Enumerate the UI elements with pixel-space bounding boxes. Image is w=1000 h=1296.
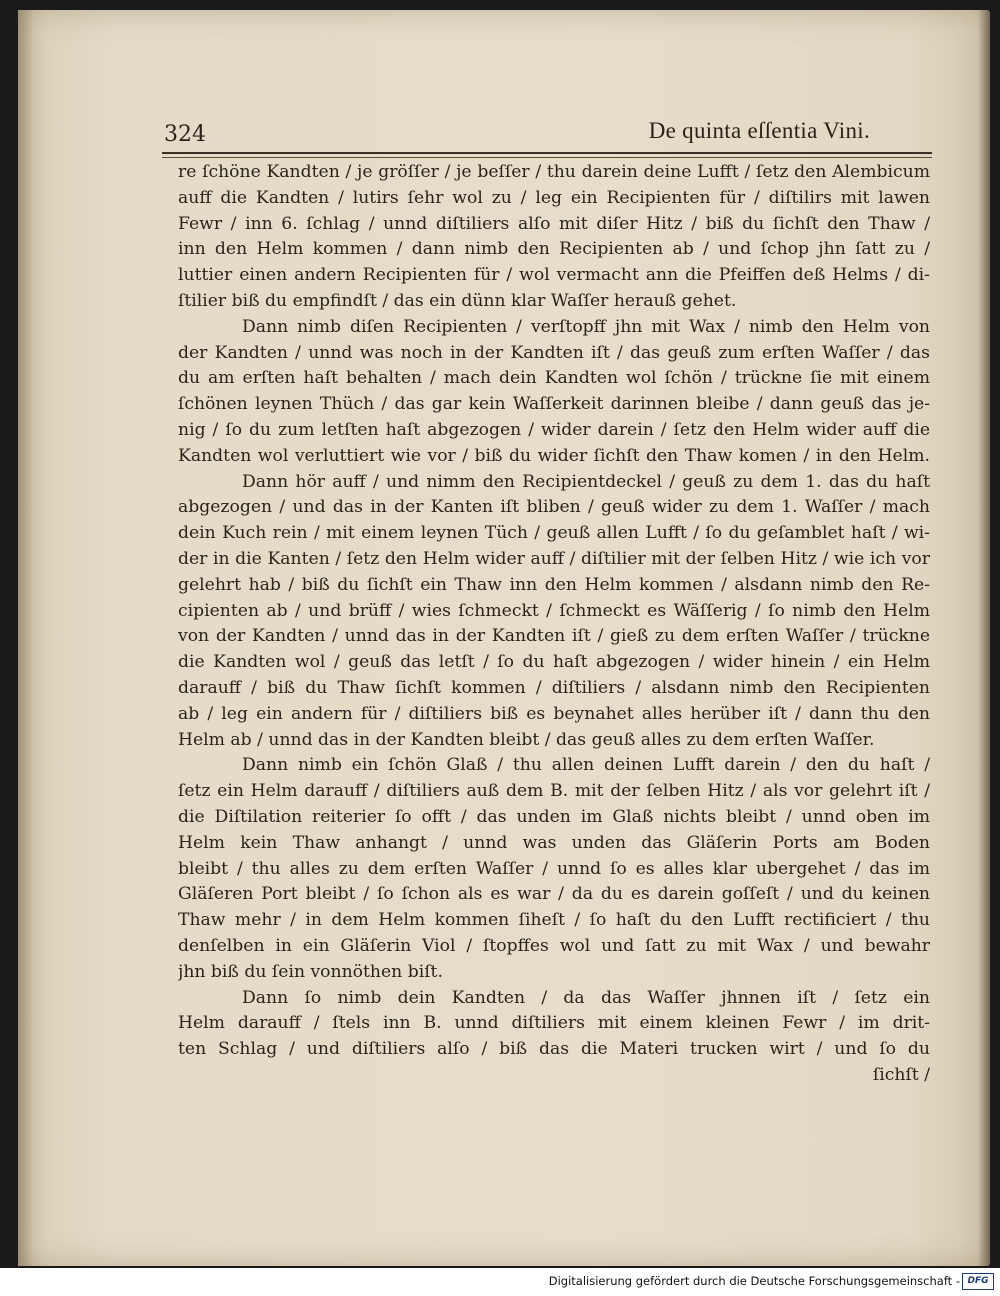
text-line: dein Kuch rein / mit einem leynen Tüch / geuß allen Lufft / ſo du geſamblet haſt / wi- xyxy=(178,523,930,544)
catchword: ſichſt / xyxy=(872,1064,930,1085)
page-header xyxy=(160,108,930,152)
text-line: die Kandten wol / geuß das letſt / ſo du haſt abgezogen / wider hinein / ein Helm xyxy=(178,652,930,673)
text-line: Gläſeren Port bleibt / ſo ſchon als es war / da du es darein goſſeſt / und du keinen xyxy=(178,884,930,905)
text-line: ab / leg ein andern für / diſtiliers biß es beynahet alles herüber iſt / dann thu den xyxy=(178,703,930,724)
funding-credit: Digitalisierung gefördert durch die Deutsche Forschungsgemeinschaft - xyxy=(548,1274,960,1288)
text-line: luttier einen andern Recipienten für / wol vermacht ann die Pfeiffen deß Helms / di- xyxy=(178,265,930,286)
text-line: re ſchöne Kandten / je gröſſer / je beſſer / thu darein deine Lufft / ſetz den Alembicum xyxy=(178,162,930,182)
text-line: der Kandten / unnd was noch in der Kandten iſt / das geuß zum erſten Waſſer / das xyxy=(178,342,930,363)
paragraph-start-line: Dann nimb diſen Recipienten / verſtopff jhn mit Wax / nimb den Helm von xyxy=(242,316,930,337)
text-line: von der Kandten / unnd das in der Kandten iſt / gieß zu dem erſten Waſſer / trückne xyxy=(178,626,930,647)
text-line: ſtilier biß du empfindſt / das ein dünn klar Waſſer herauß gehet. xyxy=(178,290,737,311)
text-line: bleibt / thu alles zu dem erſten Waſſer / unnd ſo es alles klar ubergehet / das im xyxy=(178,858,930,879)
text-line: abgezogen / und das in der Kanten iſt bliben / geuß wider zu dem 1. Waſſer / mach xyxy=(178,497,930,518)
text-line: jhn biß du ſein vonnöthen biſt. xyxy=(178,961,443,982)
text-line: Helm ab / unnd das in der Kandten bleibt / das geuß alles zu dem erſten Waſſer. xyxy=(178,729,875,750)
text-line: darauff / biß du Thaw ſichſt kommen / diſtiliers / alsdann nimb den Recipienten xyxy=(178,677,930,698)
text-line: Helm kein Thaw anhangt / unnd was unden das Gläſerin Ports am Boden xyxy=(178,832,930,853)
text-line: Thaw mehr / in dem Helm kommen ſiheſt / ſo haſt du den Lufft rectificiert / thu xyxy=(178,910,930,931)
running-title: De quinta eſſentia Vini. xyxy=(648,118,870,143)
page-right-edge xyxy=(978,10,990,1266)
text-line: ſetz ein Helm darauff / diſtiliers auß dem B. mit der ſelben Hitz / als vor gelehrt iſt / xyxy=(178,781,930,802)
page-number: 324 xyxy=(164,122,206,147)
text-line: ſchönen leynen Thüch / das gar kein Waſſerkeit darinnen bleibe / dann geuß das je- xyxy=(178,394,930,415)
text-line: Helm darauff / ſtels inn B. unnd diſtiliers mit einem kleinen Fewr / im drit- xyxy=(178,1013,930,1034)
text-line: gelehrt hab / biß du ſichſt ein Thaw inn den Helm kommen / alsdann nimb den Re- xyxy=(178,574,930,595)
text-line: du am erſten haſt behalten / mach dein Kandten wol ſchön / trückne ſie mit einem xyxy=(178,368,930,389)
text-line: cipienten ab / und brüff / wies ſchmeckt / ſchmeckt es Wäſſerig / ſo nimb den Helm xyxy=(178,600,930,621)
paragraph-start-line: Dann hör auff / und nimm den Recipientdeckel / geuß zu dem 1. das du haſt xyxy=(242,471,930,492)
text-line: der in die Kanten / ſetz den Helm wider auff / diſtilier mit der ſelben Hitz / wie ich vor xyxy=(178,548,930,569)
digitization-footer xyxy=(0,1268,1000,1296)
text-line: Fewr / inn 6. ſchlag / unnd diſtiliers alſo mit diſer Hitz / biß du ſichſt den Thaw / xyxy=(178,213,930,234)
text-line: Kandten wol verluttiert wie vor / biß du wider ſichſt den Thaw komen / in den Helm. xyxy=(178,445,930,466)
text-line: nig / ſo du zum letſten haſt abgezogen / wider darein / ſetz den Helm wider auff die xyxy=(178,419,930,440)
text-line: denſelben in ein Gläſerin Viol / ſtopffes wol und ſatt zu mit Wax / und bewahr xyxy=(178,935,930,956)
paragraph-start-line: Dann nimb ein ſchön Glaß / thu allen deinen Lufft darein / den du haſt / xyxy=(242,755,930,776)
text-line: ten Schlag / und diſtiliers alſo / biß das die Materi trucken wirt / und ſo du xyxy=(178,1039,930,1060)
dfg-logo: DFG xyxy=(962,1273,994,1290)
paragraph-start-line: Dann ſo nimb dein Kandten / da das Waſſer jhnnen iſt / ſetz ein xyxy=(242,987,930,1008)
body-text xyxy=(178,160,930,1089)
header-rule xyxy=(162,152,932,158)
text-line: auff die Kandten / lutirs ſehr wol zu / leg ein Recipienten für / diſtilirs mit lawen xyxy=(178,187,930,208)
page-left-edge xyxy=(18,10,32,1266)
text-line: inn den Helm kommen / dann nimb den Recipienten ab / und ſchop jhn ſatt zu / xyxy=(178,239,930,260)
text-line: die Diſtilation reiterier ſo offt / das unden im Glaß nichts bleibt / unnd oben im xyxy=(178,806,930,827)
